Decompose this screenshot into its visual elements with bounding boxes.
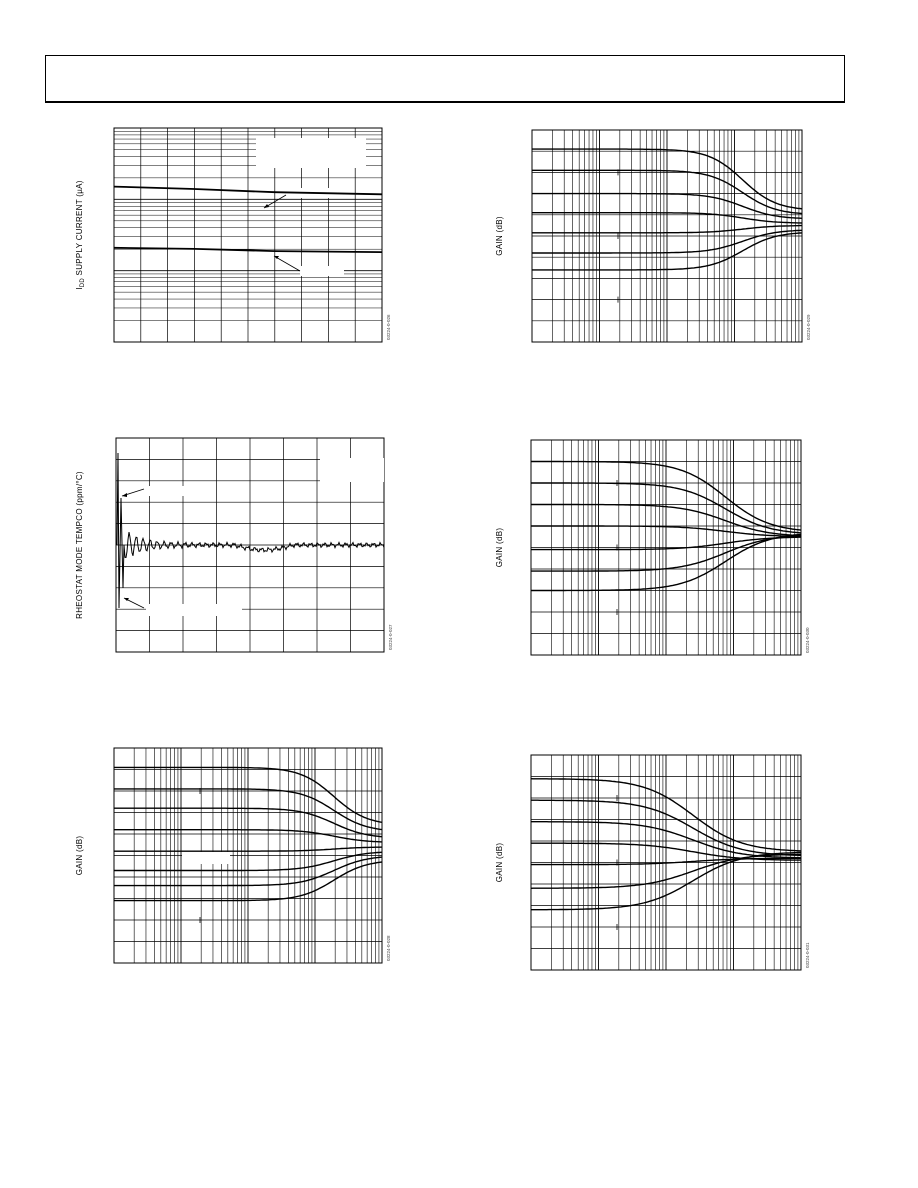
figure-id: 03224-0-031: [805, 942, 810, 968]
supply-current-chart: [70, 120, 410, 360]
figure-id: 03224-0-028: [386, 935, 391, 961]
gain-chart-bottom-right: [490, 745, 830, 980]
gain-chart-top-right: [490, 120, 830, 360]
page-header-box: [45, 55, 845, 103]
figure-id: 03224-0-027: [388, 624, 393, 650]
figure-id: 03224-0-029: [806, 314, 811, 340]
label-box: [300, 266, 344, 276]
y-axis-label: GAIN (dB): [495, 842, 504, 883]
legend-box: [256, 138, 366, 168]
legend-box: [320, 458, 384, 482]
arrowhead: [122, 493, 127, 497]
label-box: [146, 604, 242, 616]
gain-chart-middle-right: [490, 430, 830, 665]
rheostat-tempco-chart: [70, 430, 410, 665]
label-box: [146, 486, 206, 496]
y-axis-label: GAIN (dB): [495, 527, 504, 568]
y-axis-label: $I_{DD}$ SUPPLY CURRENT (µA): [75, 180, 86, 290]
gain-chart-bottom-left: [70, 740, 410, 975]
annotation-arrow: [274, 256, 300, 271]
figure-id: 03224-0-030: [805, 627, 810, 653]
figure-id: 03224-0-026: [386, 314, 391, 340]
label-box: [182, 852, 230, 864]
y-axis-label: RHEOSTAT MODE TEMPCO (ppm/°C): [75, 471, 84, 619]
y-axis-label: GAIN (dB): [75, 835, 84, 876]
y-axis-label: GAIN (dB): [495, 216, 504, 256]
